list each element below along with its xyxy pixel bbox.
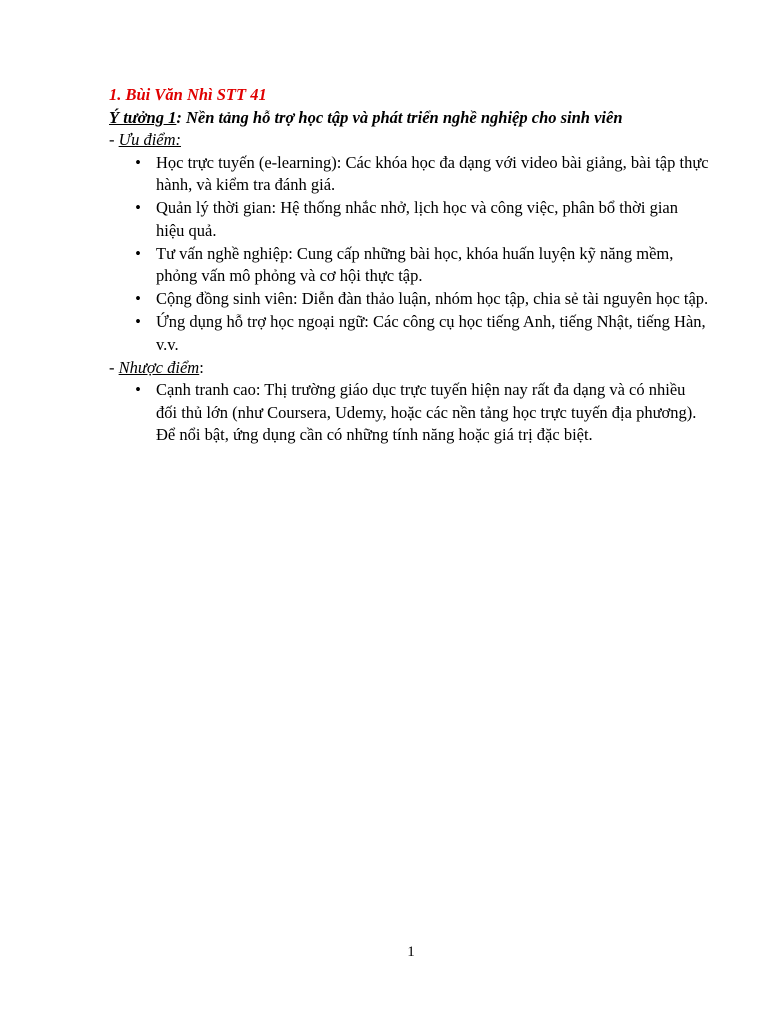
bullet-icon: • xyxy=(135,152,141,172)
idea-title-line xyxy=(109,107,709,130)
pros-label: Ưu điểm: xyxy=(118,130,182,149)
bullet-icon: • xyxy=(135,243,141,263)
bullet-icon: • xyxy=(135,289,141,308)
document-body xyxy=(109,84,709,447)
pros-item-text: Cộng đồng sinh viên: Diễn đàn thảo luận, nhóm học tập, chia sẻ tài nguyên học tập. xyxy=(156,289,709,308)
pros-item-text: Ứng dụng hỗ trợ học ngoại ngữ: Các công cụ học tiếng Anh, tiếng Nhật, tiếng Hàn, v.v. xyxy=(156,312,706,354)
list-item xyxy=(109,311,709,356)
document-heading: 1. Bùi Văn Nhì STT 41 xyxy=(109,85,267,104)
idea-title: Nền tảng hỗ trợ học tập và phát triển nghề nghiệp cho sinh viên xyxy=(181,107,623,127)
cons-item-text: Cạnh tranh cao: Thị trường giáo dục trực tuyến hiện nay rất đa dạng và có nhiều đối thủ lớn (như Coursera, Udemy, hoặc các nền tảng học trực tuyến địa phương). Để nổi bật, ứng dụng cần có những tính năng hoặc giá trị đặc biệt. xyxy=(156,380,697,444)
pros-item-text: Học trực tuyến (e-learning): Các khóa học đa dạng với video bài giảng, bài tập thực hành, và kiểm tra đánh giá. xyxy=(156,152,709,194)
pros-item-text: Tư vấn nghề nghiệp: Cung cấp những bài học, khóa huấn luyện kỹ năng mềm, phỏng vấn mô phỏng và cơ hội thực tập. xyxy=(156,243,674,285)
cons-list xyxy=(109,379,709,447)
cons-prefix: - xyxy=(109,357,119,377)
cons-suffix: : xyxy=(199,357,204,377)
cons-label: Nhược điểm xyxy=(118,357,200,377)
list-item xyxy=(109,243,709,288)
pros-list xyxy=(109,152,709,357)
pros-heading xyxy=(109,129,709,152)
pros-item-text: Quản lý thời gian: Hệ thống nhắc nhở, lịch học và công việc, phân bổ thời gian hiệu quả. xyxy=(156,198,678,240)
pros-prefix: - xyxy=(109,130,119,149)
bullet-icon: • xyxy=(135,380,141,399)
bullet-icon: • xyxy=(135,198,141,217)
idea-label: Ý tưởng 1 xyxy=(109,107,177,127)
cons-heading xyxy=(109,357,709,380)
list-item xyxy=(109,197,709,242)
idea-separator: : xyxy=(176,107,182,127)
list-item xyxy=(109,379,709,447)
page-number: 1 xyxy=(407,944,415,960)
bullet-icon: • xyxy=(135,312,141,331)
list-item xyxy=(109,288,709,311)
list-item xyxy=(109,152,709,197)
